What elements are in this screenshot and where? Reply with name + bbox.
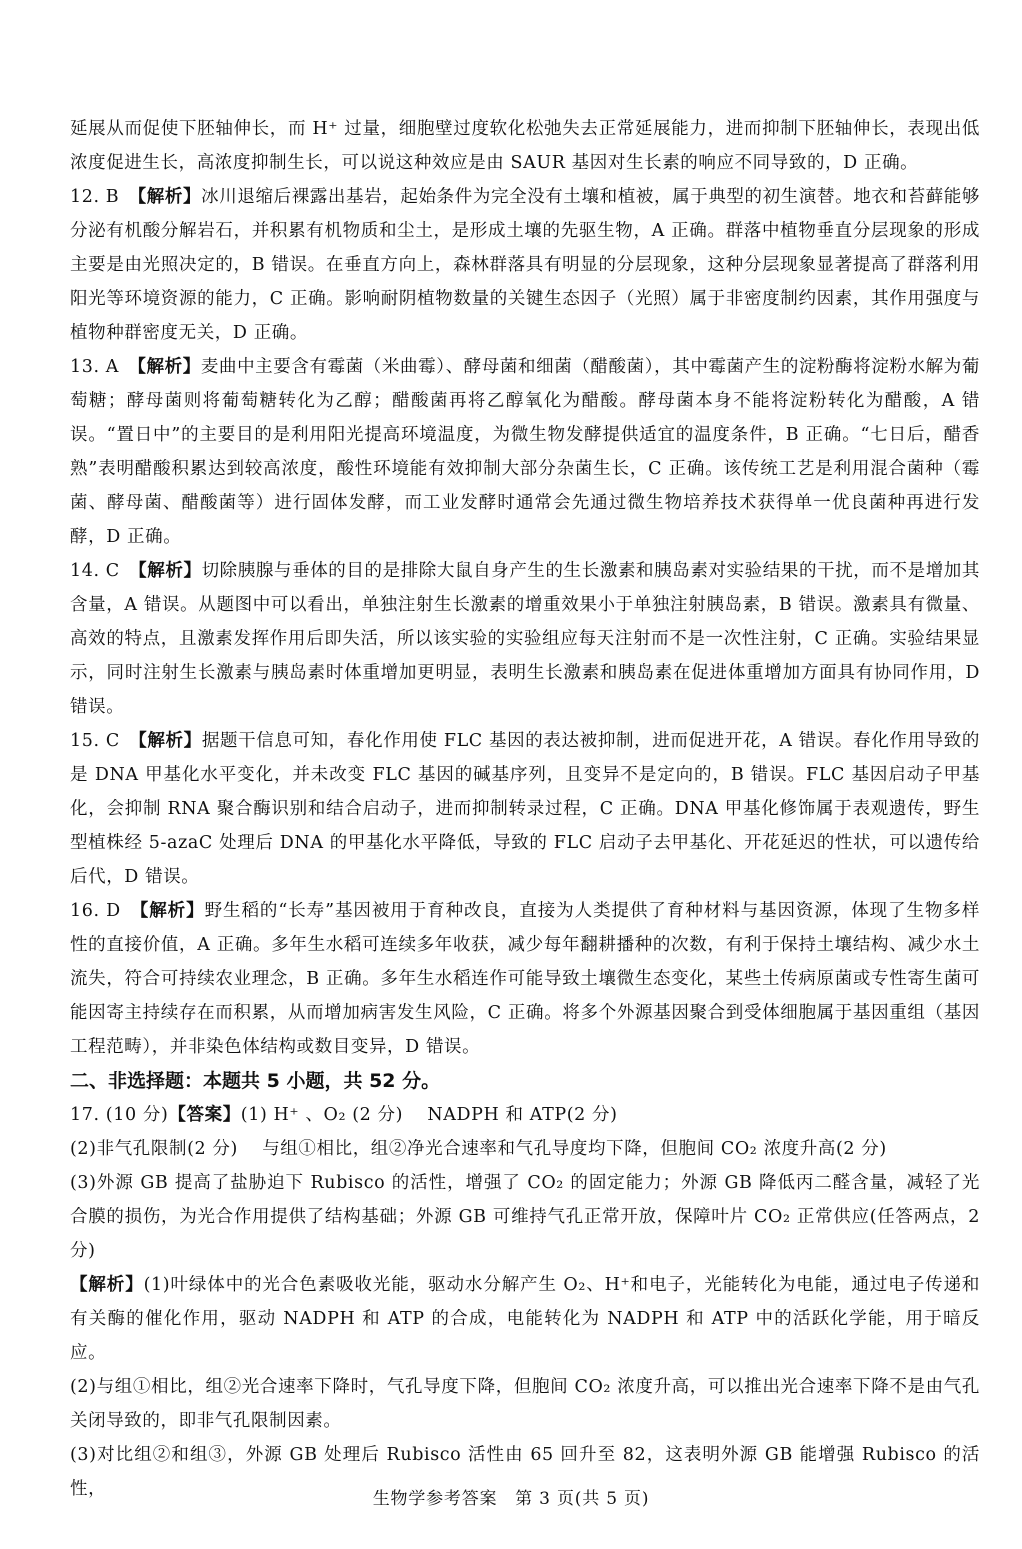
item-text: 冰川退缩后裸露出基岩，起始条件为完全没有土壤和植被，属于典型的初生演替。地衣和苔藓能够分泌有机酸分解岩石，并积累有机物质和尘土，是形成土壤的先驱生物，A 正确。群落中植物垂直分层现象的形成主要是由光照决定的，B 错误。在垂直方向上，森林群落具有明显的分层现象，这种分层现象显著提高了群落利用阳光等环境资源的能力，C 正确。影响耐阴植物数量的关键生态因子（光照）属于非密度制约因素，其作用强度与植物种群密度无关，D 正确。 — [70, 187, 981, 343]
continuation-paragraph: 延展从而促使下胚轴伸长，而 H⁺ 过量，细胞壁过度软化松弛失去正常延展能力，进而抑制下胚轴伸长，表现出低浓度促进生长，高浓度抑制生长，可以说这种效应是由 SAUR 基因对生长素的响应不同导致的，D 正确。 — [70, 119, 980, 173]
item-text: 切除胰腺与垂体的目的是排除大鼠自身产生的生长激素和胰岛素对实验结果的干扰，而不是增加其含量，A 错误。从题图中可以看出，单独注射生长激素的增重效果小于单独注射胰岛素，B 错误。激素具有微量、高效的特点，且激素发挥作用后即失活，所以该实验的实验组应每天注射而不是一次性注射，C 正确。实验结果显示，同时注射生长激素与胰岛素时体重增加更明显，表明生长激素和胰岛素在促进体重增加方面具有协同作用，D 错误。 — [70, 561, 980, 717]
item-number: 14. C — [70, 561, 120, 581]
analysis-tag: 【解析】 — [70, 1275, 144, 1295]
item-text: 野生稻的“长寿”基因被用于育种改良，直接为人类提供了育种材料与基因资源，体现了生物多样性的直接价值，A 正确。多年生水稻可连续多年收获，减少每年翻耕播种的次数，有利于保持土壤结构、减少水土流失，符合可持续农业理念，B 正确。多年生水稻连作可能导致土壤微生态变化，某些土传病原菌或专性寄生菌可能因寄主持续存在而积累，从而增加病害发生风险，C 正确。将多个外源基因聚合到受体细胞属于基因重组（基因工程范畴），并非染色体结构或数目变异，D 错误。 — [70, 901, 980, 1057]
analysis-part-3: (3)对比组②和组③，外源 GB 处理后 Rubisco 活性由 65 回升至 82，这表明外源 GB 能增强 Rubisco 的活性， — [70, 1445, 980, 1499]
analysis-tag: 【解析】 — [137, 561, 202, 581]
analysis-tag: 【解析】 — [139, 901, 205, 921]
item-text: 麦曲中主要含有霉菌（米曲霉）、酵母菌和细菌（醋酸菌），其中霉菌产生的淀粉酶将淀粉水解为葡萄糖；酵母菌则将葡萄糖转化为乙醇；醋酸菌再将乙醇氧化为醋酸。酵母菌本身不能将淀粉转化为醋酸，A 错误。“置日中”的主要目的是利用阳光提高环境温度，为微生物发酵提供适宜的温度条件，B 正确。“七日后，醋香熟”表明醋酸积累达到较高浓度，酸性环境能有效抑制大部分杂菌生长，C 正确。该传统工艺是利用混合菌种（霉菌、酵母菌、醋酸菌等）进行固体发酵，而工业发酵时通常会先通过微生物培养技术获得单一优良菌种再进行发酵，D 正确。 — [70, 357, 980, 547]
answer-item-12 — [70, 180, 980, 350]
answer-item-16 — [70, 894, 980, 1064]
answer-part-2: (2)非气孔限制(2 分) 与组①相比，组②净光合速率和气孔导度均下降，但胞间 CO₂ 浓度升高(2 分) — [70, 1139, 887, 1159]
answer-item-15 — [70, 724, 980, 894]
analysis-tag: 【解析】 — [137, 357, 201, 377]
analysis-part-1: (1)叶绿体中的光合色素吸收光能，驱动水分解产生 O₂、H⁺和电子，光能转化为电能，通过电子传递和有关酶的催化作用，驱动 NADPH 和 ATP 的合成，电能转化为 NADPH 和 ATP 中的活跃化学能，用于暗反应。 — [70, 1275, 980, 1363]
item-number: 13. A — [70, 357, 120, 377]
answer-item-13 — [70, 350, 980, 554]
analysis-tag: 【解析】 — [138, 731, 202, 751]
item-number: 15. C — [70, 731, 120, 751]
item-number: 17. (10 分) — [70, 1105, 169, 1125]
answer-item-17 — [70, 1098, 980, 1506]
analysis-tag: 【解析】 — [137, 187, 202, 207]
page-footer: 生物学参考答案 第 3 页(共 5 页) — [372, 1489, 650, 1509]
answer-item-14 — [70, 554, 980, 724]
analysis-part-2: (2)与组①相比，组②光合速率下降时，气孔导度下降，但胞间 CO₂ 浓度升高，可以推出光合速率下降不是由气孔关闭导致的，即非气孔限制因素。 — [70, 1377, 981, 1431]
section-title: 二、非选择题：本题共 5 小题，共 52 分。 — [70, 1070, 441, 1092]
answer-tag: 【答案】 — [168, 1105, 241, 1125]
item-number: 12. B — [70, 187, 120, 207]
item-number: 16. D — [70, 901, 121, 921]
answer-part-1: (1) H⁺ 、O₂ (2 分) NADPH 和 ATP(2 分) — [240, 1105, 618, 1125]
answer-part-3: (3)外源 GB 提高了盐胁迫下 Rubisco 的活性，增强了 CO₂ 的固定能力；外源 GB 降低丙二醛含量，减轻了光合膜的损伤，为光合作用提供了结构基础；外源 GB 可维持气孔正常开放，保障叶片 CO₂ 正常供应(任答两点，2 分) — [70, 1173, 980, 1261]
item-text: 据题干信息可知，春化作用使 FLC 基因的表达被抑制，进而促进开花，A 错误。春化作用导致的是 DNA 甲基化水平变化，并未改变 FLC 基因的碱基序列，且变异不是定向的，B 错误。FLC 基因启动子甲基化，会抑制 RNA 聚合酶识别和结合启动子，进而抑制转录过程，C 正确。DNA 甲基化修饰属于表观遗传，野生型植株经 5-azaC 处理后 DNA 的甲基化水平降低，导致的 FLC 启动子去甲基化、开花延迟的性状，可以遗传给后代，D 错误。 — [70, 731, 980, 887]
